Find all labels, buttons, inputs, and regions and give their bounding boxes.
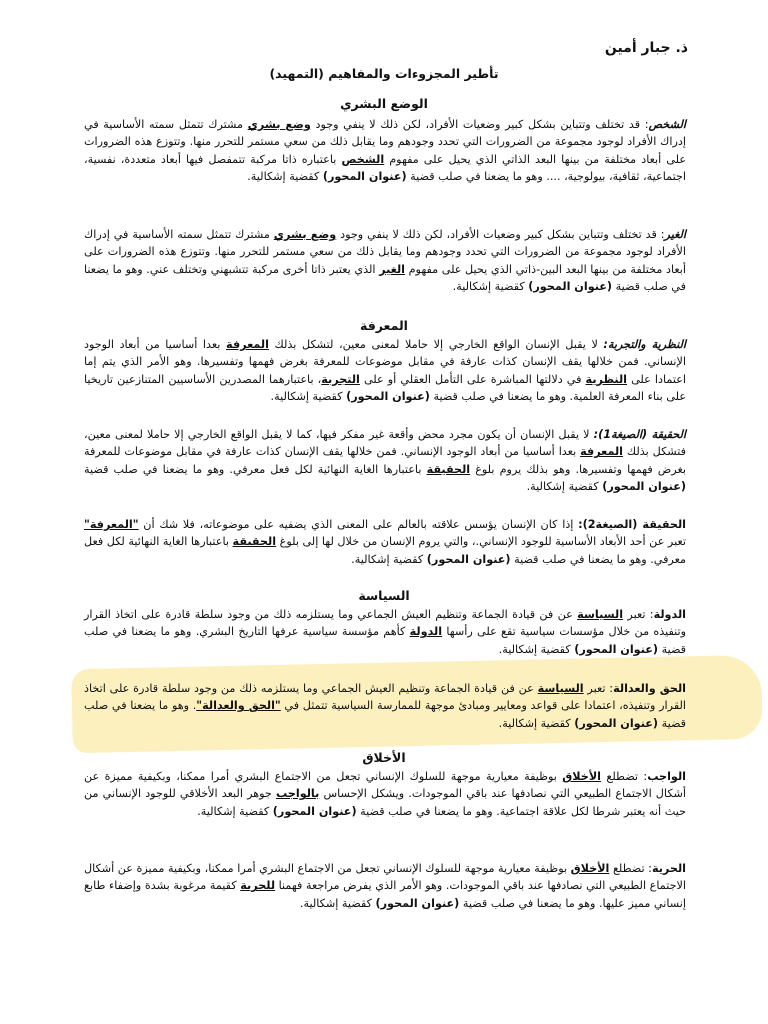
text: . وهو ما يضعنا في صلب قضية bbox=[84, 699, 686, 730]
paragraph-truth-1 bbox=[84, 426, 686, 496]
text: إذا كان الإنسان يؤسس علاقته بالعالم على المعنى الذي يضفيه على موضوعاته، فلا شك أن bbox=[138, 518, 579, 531]
axis-label: (عنوان المحور) bbox=[272, 804, 357, 818]
text: بوظيفة معيارية موجهة للسلوك الإنساني تجعل من الاجتماع البشري أمرا ممكنا، وبكيفية مميزة عن أشكال الاجتماع الطبيعي التي نصادفها عند باقي الموجودات. ويشكل الإحساس bbox=[84, 770, 687, 801]
keyword: السياسة bbox=[577, 608, 624, 621]
text: : قد تختلف وتتباين بشكل كبير وضعيات الأفراد، لكن ذلك لا ينفي وجود bbox=[310, 118, 649, 131]
text: لا يقبل الإنسان أن يكون مجرد محض وأقعة غير مفكر فيها، كما لا يقبل الواقع الخارجي إلا حاملا لمعنى معين، فتشكل بذلك bbox=[84, 428, 687, 459]
axis-label: (عنوان المحور) bbox=[574, 716, 659, 730]
problem-label: كقضية إشكالية. bbox=[452, 280, 525, 294]
problem-label: كقضية إشكالية. bbox=[247, 170, 320, 184]
text: باعتبارها الغاية النهائية لكل فعل معرفي. وهو ما يضعنا في صلب قضية bbox=[84, 535, 686, 566]
term-freedom: الحرية bbox=[651, 862, 686, 875]
term-right-justice: الحق والعدالة bbox=[613, 682, 686, 695]
keyword: الشخص bbox=[341, 152, 385, 166]
text: تعبر عن أحد الأبعاد الأساسية للوجود الإنساني.، والتي يروم الإنسان من خلال لها إلى بلوغ bbox=[276, 535, 686, 549]
paragraph-duty bbox=[84, 768, 686, 820]
keyword: وضع بشري bbox=[273, 228, 337, 241]
text: جوهر البعد الأخلاقي للوجود الإنساني من حيث أنه يعتبر شرطا لكل علاقة اجتماعية. وهو ما يضعنا في صلب قضية bbox=[84, 787, 686, 818]
keyword: للحرية bbox=[240, 879, 276, 893]
section-title-politics: السياسة bbox=[358, 588, 410, 603]
keyword: بالواجب bbox=[275, 787, 320, 801]
term-theory-experience: النظرية والتجربة: bbox=[603, 338, 686, 351]
author-name: ذ. جبار أمين bbox=[604, 40, 688, 56]
text: بعدا أساسيا من أبعاد الوجود الإنساني. فمن خلالها يقف الإنسان كذات عارفة في مقابل موضوعات للمعرفة بغرض فهمها وتفسيرها. وهو بذلك يروم بلوغ bbox=[84, 445, 686, 476]
keyword: الأخلاق bbox=[562, 770, 602, 783]
paragraph-state bbox=[84, 606, 686, 658]
text: بوظيفة معيارية موجهة للسلوك الإنساني تجعل من الاجتماع البشري أمرا ممكنا، وبكيفية مميزة عن أشكال الاجتماع الطبيعي التي نصادفها عند باقي الموجودات. وهو الأمر الذي يفرض مراجعة فهمنا bbox=[84, 862, 687, 893]
problem-label: كقضية إشكالية. bbox=[299, 896, 372, 910]
text: باعتباره ذاتا مركبة تتمفصل فيها أبعاد متعددة، نفسية، اجتماعية، ثقافية، بيولوجية، .... وهو ما يضعنا في صلب قضية bbox=[84, 152, 686, 184]
text: باعتبارها الغاية النهائية لكل فعل معرفي. وهو ما يضعنا في صلب قضية bbox=[84, 462, 427, 476]
keyword: التجربة bbox=[321, 372, 360, 386]
term-other: الغير bbox=[664, 228, 686, 241]
text: : قد تختلف وتتباين بشكل كبير وضعيات الأفراد، لكن ذلك لا ينفي وجود bbox=[336, 228, 665, 241]
axis-label: (عنوان المحور) bbox=[602, 480, 686, 494]
section-title-human: الوضع البشري bbox=[340, 96, 428, 111]
section-title-ethics: الأخلاق bbox=[362, 750, 406, 765]
text: : تعبر bbox=[583, 682, 614, 695]
problem-label: كقضية إشكالية. bbox=[526, 480, 599, 494]
keyword: الحقيقة bbox=[232, 535, 277, 549]
text: الذي يعتبر ذاتا أخرى مركبة تتشبهني وتختلف عني. وهو ما يضعنا في صلب قضية bbox=[84, 262, 686, 294]
text: عن فن قيادة الجماعة وتنظيم العيش الجماعي وما يستلزمه ذلك من وجود سلطة قادرة على اتخاذ القرار وتنفيذه، اعتمادا على قواعد ومعايير ومبادئ موجهة للممارسة السياسية تتمثل في bbox=[84, 682, 686, 713]
problem-label: كقضية إشكالية. bbox=[498, 642, 571, 656]
keyword: الحقيقة bbox=[426, 462, 471, 476]
text: : تضطلع bbox=[609, 862, 652, 875]
axis-label: (عنوان المحور) bbox=[528, 280, 613, 294]
keyword: "المعرفة" bbox=[84, 518, 139, 531]
keyword: الأخلاق bbox=[570, 862, 610, 875]
paragraph-person bbox=[84, 116, 686, 186]
problem-label: كقضية إشكالية. bbox=[498, 716, 571, 730]
term-truth-1: الحقيقة (الصيغة1): bbox=[593, 428, 686, 441]
text: لا يقبل الإنسان الواقع الخارجي إلا حاملا لمعنى معين، لتشكل بذلك bbox=[268, 338, 604, 351]
document-title: تأطير المجزوءات والمفاهيم (التمهيد) bbox=[269, 66, 499, 81]
keyword: الغير bbox=[379, 262, 406, 276]
axis-label: (عنوان المحور) bbox=[375, 896, 460, 910]
axis-label: (عنوان المحور) bbox=[426, 552, 511, 566]
keyword: الدولة bbox=[409, 625, 443, 639]
problem-label: كقضية إشكالية. bbox=[270, 390, 343, 404]
term-state: الدولة bbox=[653, 608, 686, 621]
text: : تعبر bbox=[623, 608, 654, 621]
term-duty: الواجب bbox=[647, 770, 686, 783]
text: بعدا أساسيا من أبعاد الوجود الإنساني. فمن خلالها يقف الإنسان كذات عارفة في مقابل موضوعات للمعرفة بغرض فهمها وتفسيرها. وهو الأمر الذي يتم إما اعتمادا على bbox=[84, 338, 687, 386]
keyword: السياسة bbox=[537, 682, 584, 695]
problem-label: كقضية إشكالية. bbox=[197, 804, 270, 818]
text: : تضطلع bbox=[601, 770, 648, 783]
term-person: الشخص bbox=[648, 118, 686, 131]
text: مشترك تتمثل سمته الأساسية في إدراك الأفراد لوجود مجموعة من الضرورات التي تحدد وجودهم وما يقابل ذلك من سعي مستمر للتحرر منها. وتتوزع هذه الضرورات على أبعاد مختلفة من بينها البعد البين-ذاتي الذي يحيل على مفهوم bbox=[84, 228, 686, 276]
paragraph-truth-2 bbox=[84, 516, 686, 568]
text: ، باعتبارهما المصدرين الأساسيين المتنازعين تاريخيا على بناء المعرفة العلمية. وهو ما يضعنا في صلب قضية bbox=[84, 372, 686, 404]
text: عن فن قيادة الجماعة وتنظيم العيش الجماعي وما يستلزمه ذلك من وجود سلطة قادرة على اتخاذ القرار وتنفيذه من خلال مؤسسات سياسية تقع على رأسها bbox=[84, 608, 686, 639]
paragraph-freedom bbox=[84, 860, 686, 912]
text: مشترك تتمثل سمته الأساسية في إدراك الأفراد لوجود مجموعة من الضرورات التي تحدد وجودهم وما يقابل ذلك من سعي مستمر للتحرر منها. وتتوزع هذه الضرورات على أبعاد مختلفة من بينها البعد الذاتي الذي يحيل على مفهوم bbox=[84, 118, 686, 166]
text: في دلالتها المباشرة على التأمل العقلي أو على bbox=[359, 372, 586, 386]
text: كأهم مؤسسة سياسية عرفها التاريخ البشري. وهو ما يضعنا في صلب قضية bbox=[84, 625, 686, 656]
keyword: المعرفة bbox=[226, 338, 269, 351]
problem-label: كقضية إشكالية. bbox=[351, 552, 424, 566]
keyword: المعرفة bbox=[580, 445, 624, 459]
keyword: النظرية bbox=[585, 372, 627, 386]
keyword: "الحق والعدالة" bbox=[196, 699, 281, 713]
term-truth-2: الحقيقة (الصيغة2): bbox=[578, 518, 686, 531]
paragraph-theory-experience bbox=[84, 336, 686, 406]
paragraph-right-justice bbox=[84, 680, 686, 732]
paragraph-other bbox=[84, 226, 686, 296]
axis-label: (عنوان المحور) bbox=[322, 170, 407, 184]
axis-label: (عنوان المحور) bbox=[346, 390, 430, 404]
text: كقيمة مرغوبة بشدة وإضفاء طابع إنساني مميز عليها. وهو ما يضعنا في صلب قضية bbox=[84, 879, 686, 910]
section-title-knowledge: المعرفة bbox=[360, 318, 408, 333]
axis-label: (عنوان المحور) bbox=[574, 642, 659, 656]
keyword: وضع بشري bbox=[247, 118, 311, 131]
